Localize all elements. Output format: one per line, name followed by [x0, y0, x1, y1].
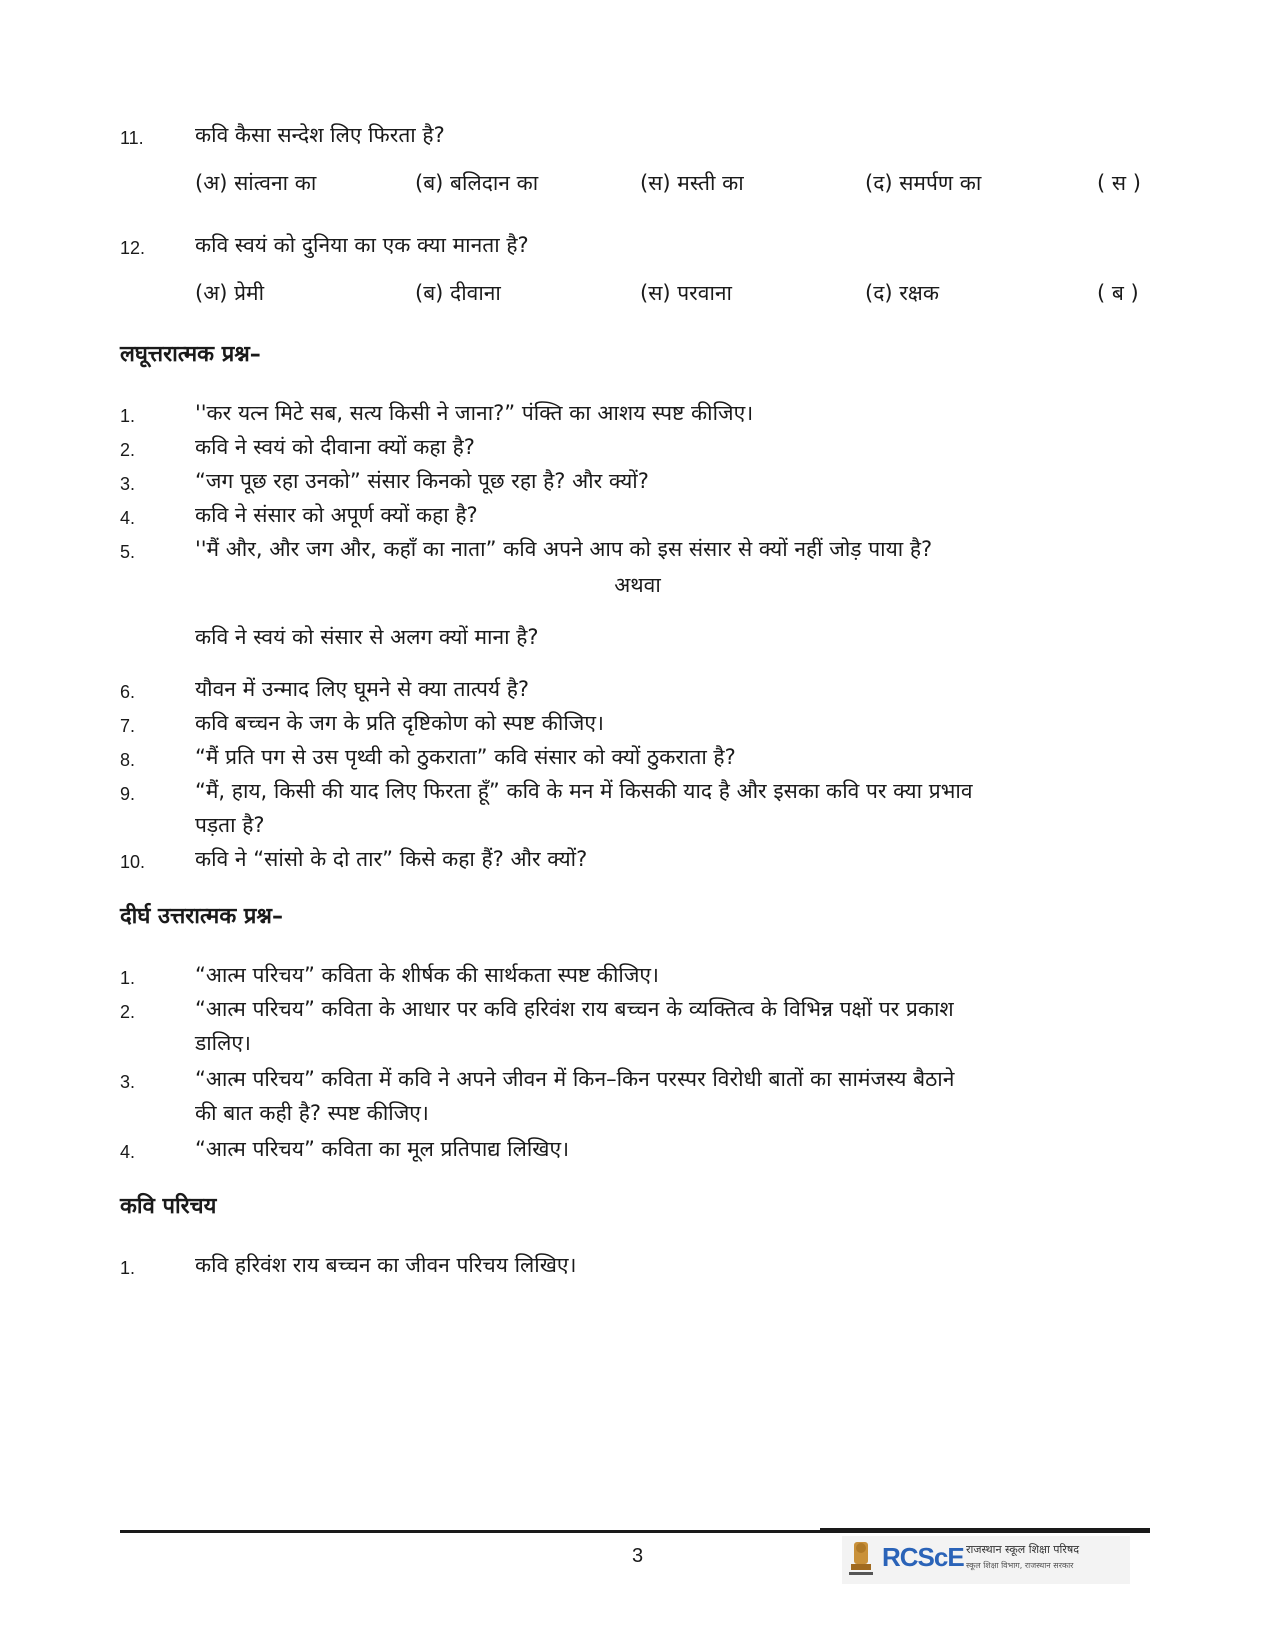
short-question [0, 532, 1275, 566]
athva-label: अथवा [614, 573, 661, 597]
option-d: (द) रक्षक [865, 281, 939, 305]
option-a: (अ) सांत्वना का [195, 171, 317, 195]
logo-line-1: राजस्थान स्कूल शिक्षा परिषद [966, 1543, 1080, 1556]
long-question [0, 992, 1275, 1026]
option-d: (द) समर्पण का [865, 171, 982, 195]
question-text: कवि कैसा सन्देश लिए फिरता है? [195, 123, 445, 147]
question-continuation [0, 1026, 1275, 1060]
question-number: 2. [120, 440, 136, 460]
short-question [0, 672, 1275, 706]
options-12 [0, 276, 1275, 310]
short-question [0, 464, 1275, 498]
question-text: कवि ने स्वयं को दीवाना क्यों कहा है? [195, 435, 475, 459]
short-question [0, 498, 1275, 532]
poet-question [0, 1248, 1275, 1282]
rcsce-logo [842, 1536, 1130, 1584]
alternate-question [0, 620, 1275, 654]
question-text: कवि हरिवंश राय बच्चन का जीवन परिचय लिखिए। [195, 1253, 577, 1277]
question-number: 5. [120, 542, 136, 562]
short-question [0, 706, 1275, 740]
question-11 [0, 118, 1275, 152]
short-question [0, 396, 1275, 430]
question-number: 3. [120, 1072, 136, 1092]
long-question [0, 1062, 1275, 1096]
question-text: “आत्म परिचय” कविता का मूल प्रतिपाद्य लिखिए। [195, 1137, 570, 1161]
question-number: 1. [120, 1258, 136, 1278]
question-text: डालिए। [195, 1031, 251, 1055]
option-b: (ब) बलिदान का [415, 171, 539, 195]
question-text: ''मैं और, और जग और, कहाँ का नाता” कवि अपने आप को इस संसार से क्यों नहीं जोड़ पाया है? [195, 537, 933, 561]
question-text: यौवन में उन्माद लिए घूमने से क्या तात्पर्य है? [195, 677, 530, 701]
question-text: कवि ने संसार को अपूर्ण क्यों कहा है? [195, 503, 478, 527]
question-text: “आत्म परिचय” कविता में कवि ने अपने जीवन में किन–किन परस्पर विरोधी बातों का सामंजस्य बैठाने [195, 1067, 955, 1091]
question-text: “आत्म परिचय” कविता के आधार पर कवि हरिवंश राय बच्चन के व्यक्तित्व के विभिन्न पक्षों पर प्रकाश [195, 997, 954, 1021]
question-number: 4. [120, 1142, 136, 1162]
long-question [0, 1132, 1275, 1166]
logo-brand: RCScE [882, 1542, 964, 1572]
page-number: 3 [631, 1545, 644, 1567]
question-number: 2. [120, 1002, 136, 1022]
question-number: 3. [120, 474, 136, 494]
question-number: 6. [120, 682, 136, 702]
question-12 [0, 228, 1275, 262]
emblem-icon [846, 1538, 876, 1582]
question-text: “आत्म परिचय” कविता के शीर्षक की सार्थकता स्पष्ट कीजिए। [195, 963, 659, 987]
question-number: 8. [120, 750, 136, 770]
question-text: कवि ने स्वयं को संसार से अलग क्यों माना है? [195, 625, 539, 649]
question-text: ''कर यत्न मिटे सब, सत्य किसी ने जाना?” पंक्ति का आशय स्पष्ट कीजिए। [195, 401, 754, 425]
question-text: “मैं प्रति पग से उस पृथ्वी को ठुकराता” कवि संसार को क्यों ठुकराता है? [195, 745, 736, 769]
question-number: 1. [120, 406, 136, 426]
short-question [0, 774, 1275, 808]
answer-key: ( ब ) [1097, 281, 1139, 305]
question-text: कवि स्वयं को दुनिया का एक क्या मानता है? [195, 233, 529, 257]
long-question [0, 958, 1275, 992]
option-a: (अ) प्रेमी [195, 281, 265, 305]
poet-intro-heading: कवि परिचय [120, 1194, 217, 1219]
option-b: (ब) दीवाना [415, 281, 501, 305]
options-11 [0, 166, 1275, 200]
question-text: “मैं, हाय, किसी की याद लिए फिरता हूँ” कवि के मन में किसकी याद है और इसका कवि पर क्या प्रभाव [195, 779, 973, 803]
question-text: पड़ता है? [195, 813, 265, 837]
question-number: 7. [120, 716, 136, 736]
long-answer-heading: दीर्घ उत्तरात्मक प्रश्न– [120, 904, 283, 929]
question-number: 1. [120, 968, 136, 988]
question-continuation [0, 1096, 1275, 1130]
option-c: (स) परवाना [640, 281, 732, 305]
footer-divider-thick [820, 1528, 1150, 1533]
question-text: कवि बच्चन के जग के प्रति दृष्टिकोण को स्पष्ट कीजिए। [195, 711, 604, 735]
question-number: 10. [120, 852, 146, 872]
question-text: की बात कही है? स्पष्ट कीजिए। [195, 1101, 429, 1125]
short-question [0, 842, 1275, 876]
question-number: 9. [120, 784, 136, 804]
short-question [0, 740, 1275, 774]
question-text: कवि ने “सांसो के दो तार” किसे कहा हैं? और क्यों? [195, 847, 588, 871]
answer-key: ( स ) [1097, 171, 1141, 195]
option-c: (स) मस्ती का [640, 171, 744, 195]
question-text: “जग पूछ रहा उनको” संसार किनको पूछ रहा है? और क्यों? [195, 469, 649, 493]
question-number: 11. [120, 128, 144, 148]
short-question [0, 430, 1275, 464]
logo-line-2: स्कूल शिक्षा विभाग, राजस्थान सरकार [966, 1561, 1074, 1570]
question-continuation [0, 808, 1275, 842]
short-answer-heading: लघूत्तरात्मक प्रश्न– [120, 342, 261, 367]
question-number: 4. [120, 508, 136, 528]
question-number: 12. [120, 238, 146, 258]
